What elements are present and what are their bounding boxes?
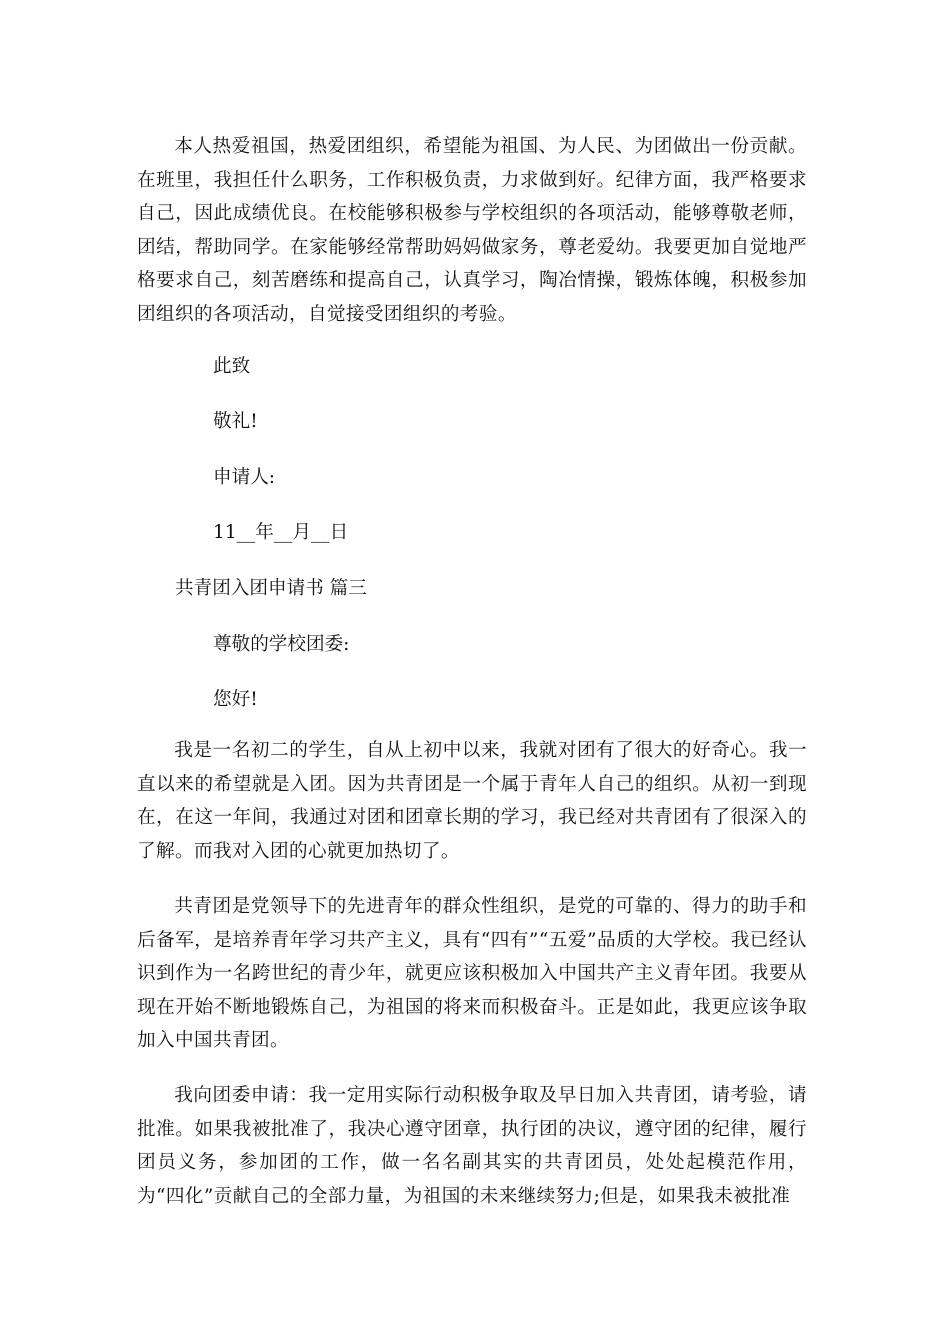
greeting: 您好!	[213, 689, 258, 710]
body-paragraph-3: 共青团是党领导下的先进青年的群众性组织，是党的可靠的、得力的助手和后备军，是培养青年学习共产主义，具有“四有”“五爱”品质的大学校。我已经认识到作为一名跨世纪的青少年，就更应该积极加入中国共产主义青年团。我要从现在开始不断地锻炼自己，为祖国的将来而积极奋斗。正是如此，我更应该争取加入中国共青团。	[137, 896, 807, 1051]
salutation: 尊敬的学校团委:	[213, 634, 350, 655]
closing-ci-zhi: 此致	[213, 356, 251, 377]
closing-jing-li: 敬礼!	[213, 411, 258, 432]
applicant-label: 申请人:	[213, 467, 276, 488]
body-paragraph-1: 本人热爱祖国，热爱团组织，希望能为祖国、为人民、为团做出一份贡献。在班里，我担任什么职务，工作积极负责，力求做到好。纪律方面，我严格要求自己，因此成绩优良。在校能够积极参与学校组织的各项活动，能够尊敬老师，团结，帮助同学。在家能够经常帮助妈妈做家务，尊老爱幼。我要更加自觉地严格要求自己，刻苦磨练和提高自己，认真学习，陶冶情操，锻炼体魄，积极参加团组织的各项活动，自觉接受团组织的考验。	[137, 136, 807, 325]
section-title: 共青团入团申请书 篇三	[175, 578, 367, 599]
body-paragraph-4: 我向团委申请：我一定用实际行动积极争取及早日加入共青团，请考验，请批准。如果我被批准了，我决心遵守团章，执行团的决议，遵守团的纪律，履行团员义务，参加团的工作，做一名名副其实的共青团员，处处起模范作用，为“四化”贡献自己的全部力量，为祖国的未来继续努力;但是，如果我未被批准	[137, 1085, 807, 1207]
body-paragraph-2: 我是一名初二的学生，自从上初中以来，我就对团有了很大的好奇心。我一直以来的希望就是入团。因为共青团是一个属于青年人自己的组织。从初一到现在，在这一年间，我通过对团和团章长期的学习，我已经对共青团有了很深入的了解。而我对入团的心就更加热切了。	[137, 740, 807, 862]
date-line: 11__年__月__日	[213, 522, 349, 543]
